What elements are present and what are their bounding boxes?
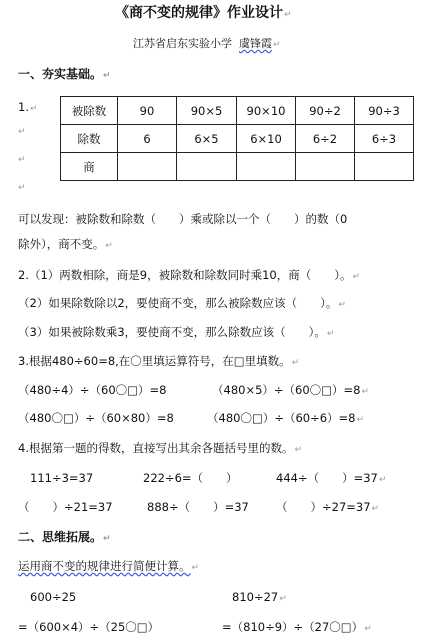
return-mark-icon: ↵ xyxy=(273,40,281,50)
return-mark-icon: ↵ xyxy=(18,127,26,137)
return-mark-icon: ↵ xyxy=(279,594,287,604)
return-mark-icon: ↵ xyxy=(338,300,346,310)
quotient-table xyxy=(60,96,414,181)
title-text: 《商不变的规律》作业设计 xyxy=(115,5,283,21)
return-mark-icon: ↵ xyxy=(29,104,38,114)
author-line xyxy=(133,36,281,53)
return-mark-icon: ↵ xyxy=(356,415,365,425)
section-2-intro: 运用商不变的规律进行简便计算。↵ xyxy=(18,559,200,573)
return-mark-icon: ↵ xyxy=(371,504,380,514)
return-mark-icon: ↵ xyxy=(361,387,370,397)
calc-step-b: =（810÷9）÷（27〇□）↵ xyxy=(222,620,372,634)
table-cell: 90÷2 xyxy=(296,97,355,125)
answer-cell[interactable] xyxy=(177,153,237,181)
question-4-item-b: 222÷6=（ ） xyxy=(143,471,238,485)
table-cell: 6 xyxy=(118,125,177,153)
return-mark-icon: ↵ xyxy=(326,329,335,339)
question-1-number: 1.↵ xyxy=(18,100,38,114)
return-mark-icon: ↵ xyxy=(18,155,26,165)
table-cell: 6÷3 xyxy=(355,125,414,153)
page-title xyxy=(115,5,292,23)
author-name: 虞锋霞 xyxy=(239,37,272,50)
table-row xyxy=(61,125,414,153)
question-3-title: 3.根据480÷60=8,在〇里填运算符号，在□里填数。↵ xyxy=(18,354,300,368)
question-3-item-b: （480×5）÷（60〇□）=8↵ xyxy=(212,383,370,397)
calc-problem-a: 600÷25 xyxy=(30,590,77,604)
question-4-item-e: 888÷（ ）=37 xyxy=(147,500,249,514)
question-3-item-d: （480〇□）÷（60÷6）=8↵ xyxy=(207,411,365,425)
calc-step-a: =（600×4）÷（25〇□） xyxy=(18,620,160,634)
answer-cell[interactable] xyxy=(118,153,177,181)
answer-cell[interactable] xyxy=(355,153,414,181)
table-cell: 商 xyxy=(61,153,118,181)
question-4-item-d: （ ）÷21=37 xyxy=(18,500,113,514)
return-mark-icon: ↵ xyxy=(191,563,200,573)
table-cell: 90÷3 xyxy=(355,97,414,125)
return-mark-icon: ↵ xyxy=(103,71,111,81)
section-heading-1: 一、夯实基础。↵ xyxy=(18,67,111,81)
discovery-line-2: 除外），商不变。↵ xyxy=(18,237,113,251)
answer-cell[interactable] xyxy=(237,153,296,181)
question-3-item-c: （480〇□）÷（60×80）=8 xyxy=(18,411,174,425)
calc-problem-b: 810÷27↵ xyxy=(232,590,287,604)
question-2-part-1: 2.（1）两数相除，商是9，被除数和除数同时乘10，商（ ）。↵ xyxy=(18,268,361,282)
question-4-item-a: 111÷3=37 xyxy=(30,471,94,485)
question-3-item-a: （480÷4）÷（60〇□）=8 xyxy=(18,383,167,397)
table-cell: 6×5 xyxy=(177,125,237,153)
return-mark-icon: ↵ xyxy=(284,10,292,20)
table-row xyxy=(61,153,414,181)
return-mark-icon: ↵ xyxy=(291,358,300,368)
return-mark-icon: ↵ xyxy=(364,624,372,634)
table-cell: 6÷2 xyxy=(296,125,355,153)
table-cell: 6×10 xyxy=(237,125,296,153)
return-mark-icon: ↵ xyxy=(105,241,113,251)
question-4-title: 4.根据第一题的得数，直接写出其余各题括号里的数。↵ xyxy=(18,441,303,455)
table-row xyxy=(61,97,414,125)
return-mark-icon: ↵ xyxy=(294,445,303,455)
return-mark-icon: ↵ xyxy=(378,475,387,485)
table-cell: 90×10 xyxy=(237,97,296,125)
school-name: 江苏省启东实验小学 xyxy=(133,37,232,50)
section-heading-2: 二、思维拓展。↵ xyxy=(18,530,111,544)
table-cell: 90×5 xyxy=(177,97,237,125)
return-mark-icon: ↵ xyxy=(352,272,361,282)
table-cell: 除数 xyxy=(61,125,118,153)
return-mark-icon: ↵ xyxy=(103,534,111,544)
discovery-line-1: 可以发现：被除数和除数（ ）乘或除以一个（ ）的数（0 xyxy=(18,212,348,226)
table-cell: 被除数 xyxy=(61,97,118,125)
question-2-part-3: （3）如果被除数乘3，要使商不变，那么除数应该（ ）。↵ xyxy=(18,325,335,339)
question-4-item-c: 444÷（ ）=37↵ xyxy=(276,471,387,485)
question-4-item-f: （ ）÷27=37↵ xyxy=(276,500,380,514)
question-2-part-2: （2）如果除数除以2，要使商不变，那么被除数应该（ ）。↵ xyxy=(18,296,346,310)
table-cell: 90 xyxy=(118,97,177,125)
answer-cell[interactable] xyxy=(296,153,355,181)
return-mark-icon: ↵ xyxy=(18,183,26,193)
